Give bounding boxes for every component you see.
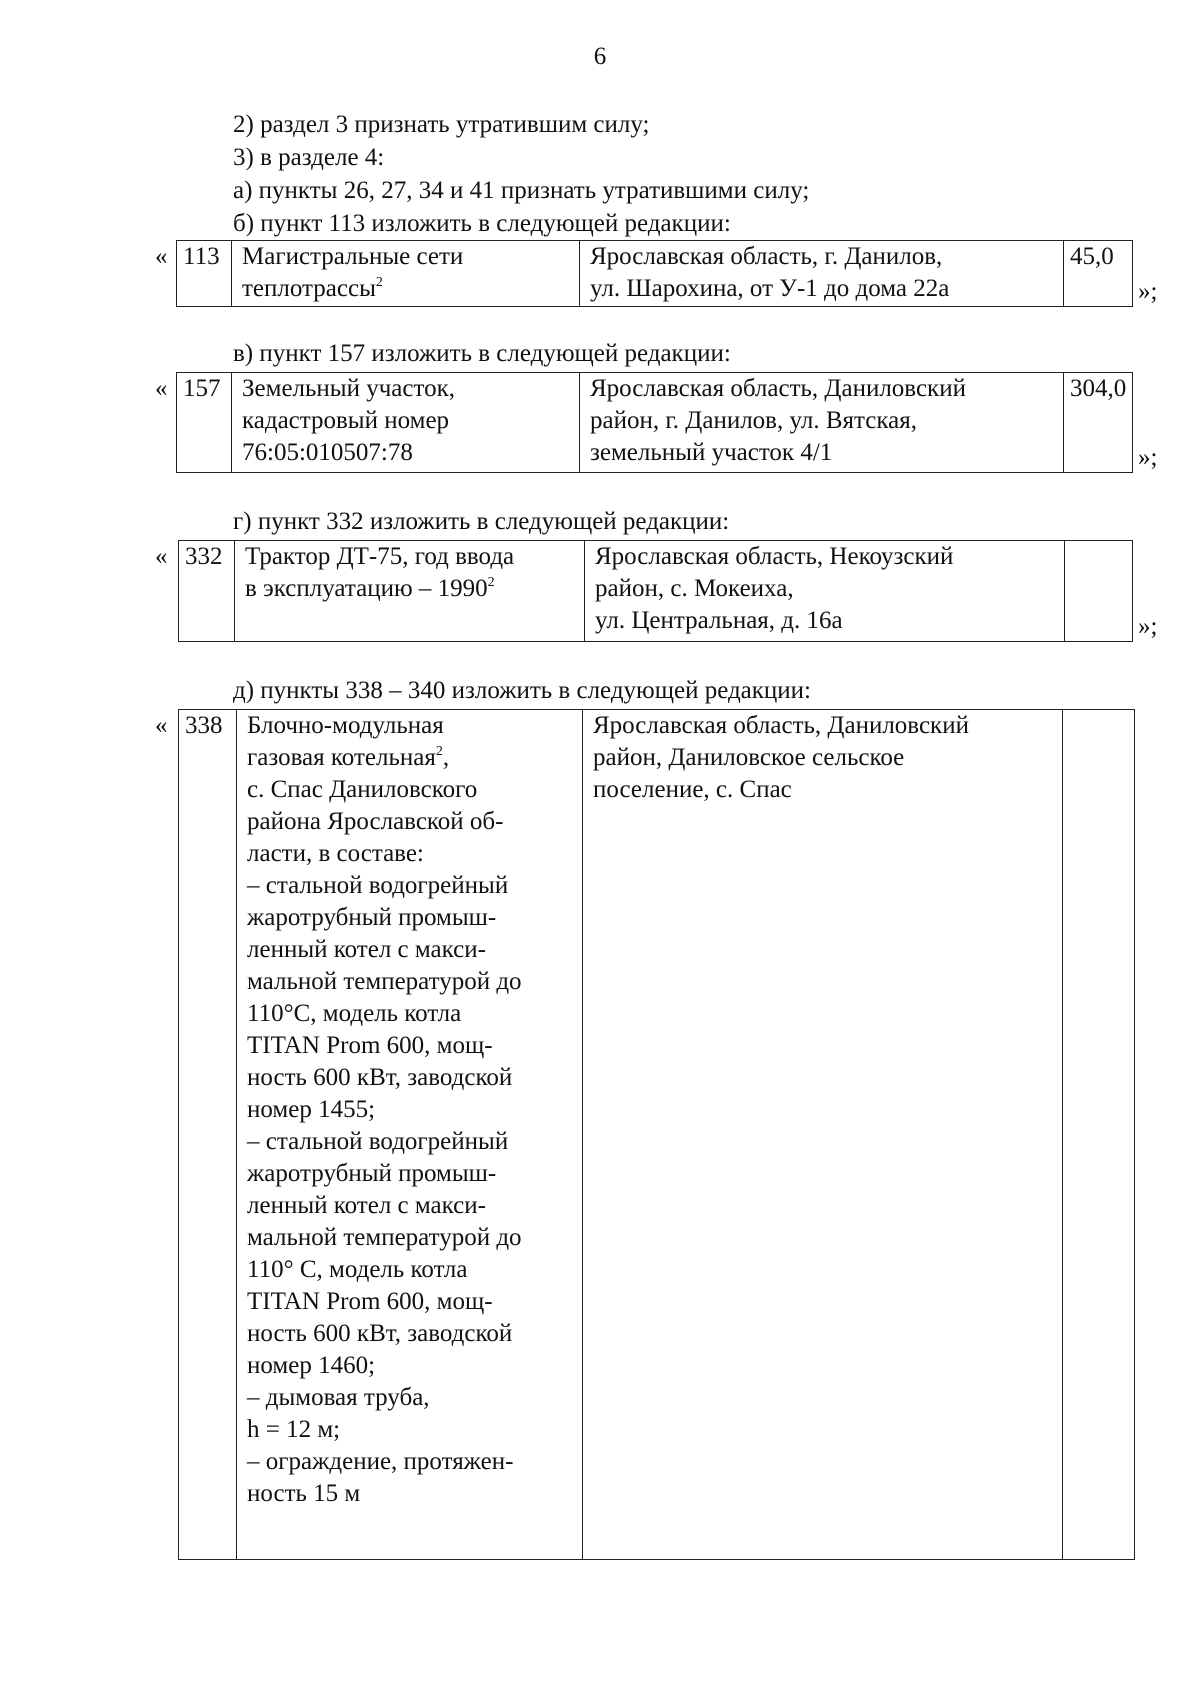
item-address: Ярославская область, Даниловский район, Даниловское сельское поселение, с. Спас	[583, 710, 1063, 1560]
item-value: 304,0	[1064, 373, 1133, 473]
footnote-mark: 2	[375, 275, 383, 290]
item-number: 157	[177, 373, 232, 473]
item-name: Магистральные сети теплотрассы$^2$	[232, 241, 580, 307]
item-address: Ярославская область, г. Данилов, ул. Шарохина, от У-1 до дома 22а	[580, 241, 1064, 307]
footnote-mark: 2	[487, 575, 495, 590]
item-value: 45,0	[1064, 241, 1133, 307]
item-number: 338	[179, 710, 237, 1560]
item-number: 332	[179, 541, 235, 642]
page-number: 6	[593, 43, 607, 70]
amendment-line-3: а) пункты 26, 27, 34 и 41 признать утратившими силу;	[233, 177, 810, 204]
item-name: Трактор ДТ-75, год ввода в эксплуатацию – 1990$^2$	[235, 541, 585, 642]
item-number: 113	[177, 241, 232, 307]
item-338-table	[178, 709, 1135, 1560]
amendment-heading-157: в) пункт 157 изложить в следующей редакции:	[233, 340, 731, 367]
amendment-line-1: 2) раздел 3 признать утратившим силу;	[233, 111, 650, 138]
item-value	[1065, 541, 1133, 642]
open-quote: «	[155, 712, 168, 739]
close-quote: »;	[1138, 613, 1158, 640]
item-113-table	[176, 240, 1133, 307]
item-value	[1063, 710, 1135, 1560]
amendment-heading-338: д) пункты 338 – 340 изложить в следующей редакции:	[233, 677, 812, 704]
item-name: Земельный участок, кадастровый номер 76:05:010507:78	[232, 373, 580, 473]
open-quote: «	[155, 543, 168, 570]
item-332-table	[178, 540, 1133, 642]
amendment-line-2: 3) в разделе 4:	[233, 144, 385, 171]
amendment-heading-332: г) пункт 332 изложить в следующей редакции:	[233, 508, 730, 535]
item-157-table	[176, 372, 1133, 473]
open-quote: «	[155, 375, 168, 402]
close-quote: »;	[1138, 444, 1158, 471]
item-name: Блочно-модульная газовая котельная$^2$, с. Спас Даниловского района Ярославской об- ласти, в составе: – стальной водогрейный жаротрубный промыш- ленный котел с макси- мальной температурой до 110°С, модель котла TITAN Prom 600, мощ- ность 600 кВт, заводской номер 1455; – стальной водогрейный жаротрубный промыш- ленный котел с макси- мальной температурой до 110° С, модель котла TITAN Prom 600, мощ- ность 600 кВт, заводской номер 1460; – дымовая труба, h = 12 м; – ограждение, протяжен- ность 15 м	[237, 710, 583, 1560]
amendment-heading-113: б) пункт 113 изложить в следующей редакции:	[233, 210, 731, 237]
close-quote: »;	[1138, 278, 1158, 305]
footnote-mark: 2	[435, 744, 443, 759]
item-address: Ярославская область, Даниловский район, г. Данилов, ул. Вятская, земельный участок 4/1	[580, 373, 1064, 473]
item-address: Ярославская область, Некоузский район, с. Мокеиха, ул. Центральная, д. 16а	[585, 541, 1065, 642]
open-quote: «	[155, 243, 168, 270]
